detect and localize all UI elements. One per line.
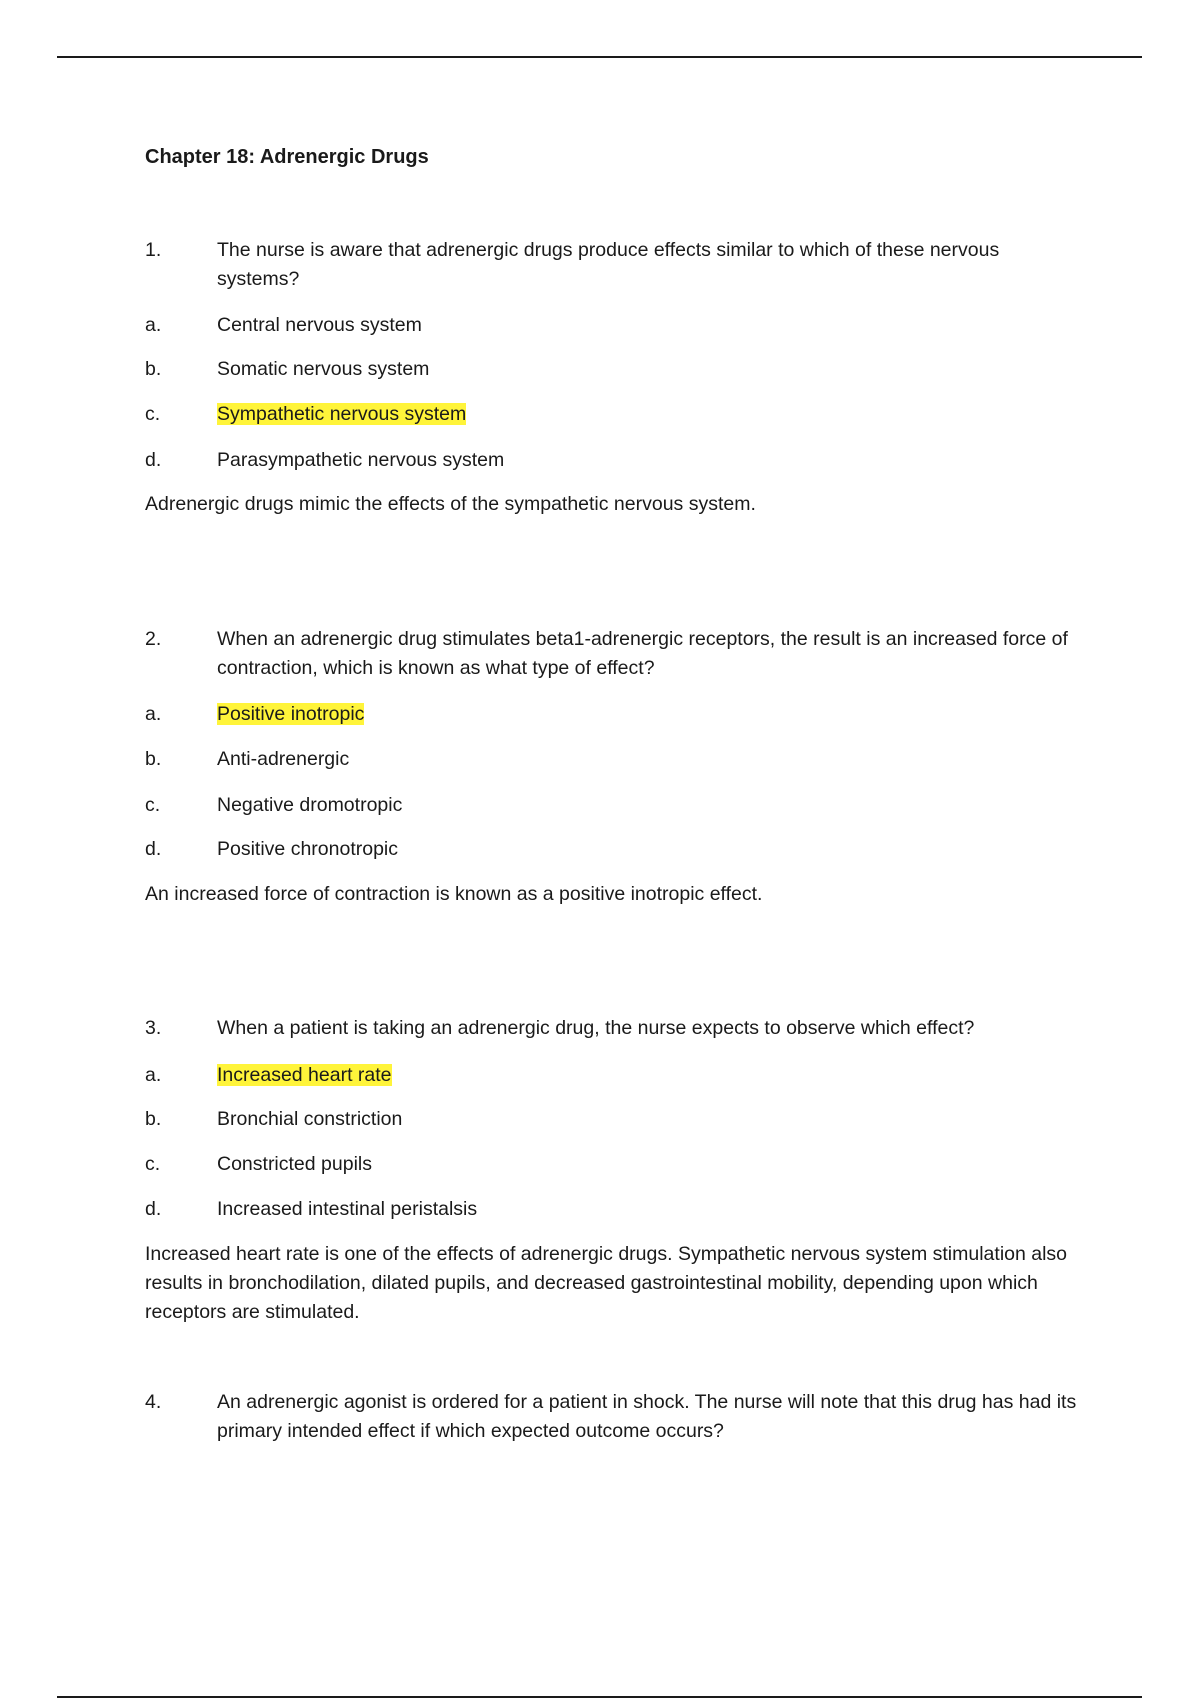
explanation-3: Increased heart rate is one of the effects of adrenergic drugs. Sympathetic nervous system stimulation also results in bronchodilation, dilated pupils, and decreased gastrointestinal mobility, depending upon which receptors are stimulated. xyxy=(145,1243,1068,1323)
question-stem: When an adrenergic drug stimulates beta1-adrenergic receptors, the result is an increased force of contraction, which is known as what type of effect? xyxy=(217,628,1068,679)
option-text: Negative dromotropic xyxy=(217,794,403,816)
option-letter: c. xyxy=(145,1153,161,1175)
question-number: 2. xyxy=(145,628,162,650)
option-letter: b. xyxy=(145,1108,162,1130)
option-letter: a. xyxy=(145,703,162,725)
question-stem: The nurse is aware that adrenergic drugs produce effects similar to which of these nervous systems? xyxy=(217,239,1000,290)
option-letter: b. xyxy=(145,748,162,770)
option-letter: c. xyxy=(145,794,161,816)
option-letter: d. xyxy=(145,1198,162,1220)
highlighted-answer: Increased heart rate xyxy=(217,1064,392,1086)
option-text: Bronchial constriction xyxy=(217,1108,403,1130)
chapter-title: Chapter 18: Adrenergic Drugs xyxy=(145,146,429,168)
option-text: Somatic nervous system xyxy=(217,358,430,380)
option-letter: b. xyxy=(145,358,162,380)
footer-rule xyxy=(57,1696,1142,1698)
option-letter: a. xyxy=(145,1064,162,1086)
option-text: Positive chronotropic xyxy=(217,838,399,860)
option-text: Constricted pupils xyxy=(217,1153,372,1175)
question-stem: An adrenergic agonist is ordered for a patient in shock. The nurse will note that this drug has had its primary intended effect if which expected outcome occurs? xyxy=(217,1391,1077,1442)
option-text: Anti-adrenergic xyxy=(217,748,350,770)
highlighted-answer: Sympathetic nervous system xyxy=(217,403,467,425)
question-number: 4. xyxy=(145,1391,162,1413)
explanation-1: Adrenergic drugs mimic the effects of the sympathetic nervous system. xyxy=(145,493,756,515)
option-letter: d. xyxy=(145,449,162,471)
question-number: 1. xyxy=(145,239,162,261)
explanation-2: An increased force of contraction is known as a positive inotropic effect. xyxy=(145,883,763,905)
option-letter: c. xyxy=(145,403,161,425)
option-letter: a. xyxy=(145,314,162,336)
question-number: 3. xyxy=(145,1017,162,1039)
option-text: Parasympathetic nervous system xyxy=(217,449,505,471)
header-rule xyxy=(57,56,1142,58)
highlighted-answer: Positive inotropic xyxy=(217,703,365,725)
option-text: Increased intestinal peristalsis xyxy=(217,1198,478,1220)
option-letter: d. xyxy=(145,838,162,860)
option-text: Central nervous system xyxy=(217,314,422,336)
question-stem: When a patient is taking an adrenergic drug, the nurse expects to observe which effect? xyxy=(217,1017,975,1039)
